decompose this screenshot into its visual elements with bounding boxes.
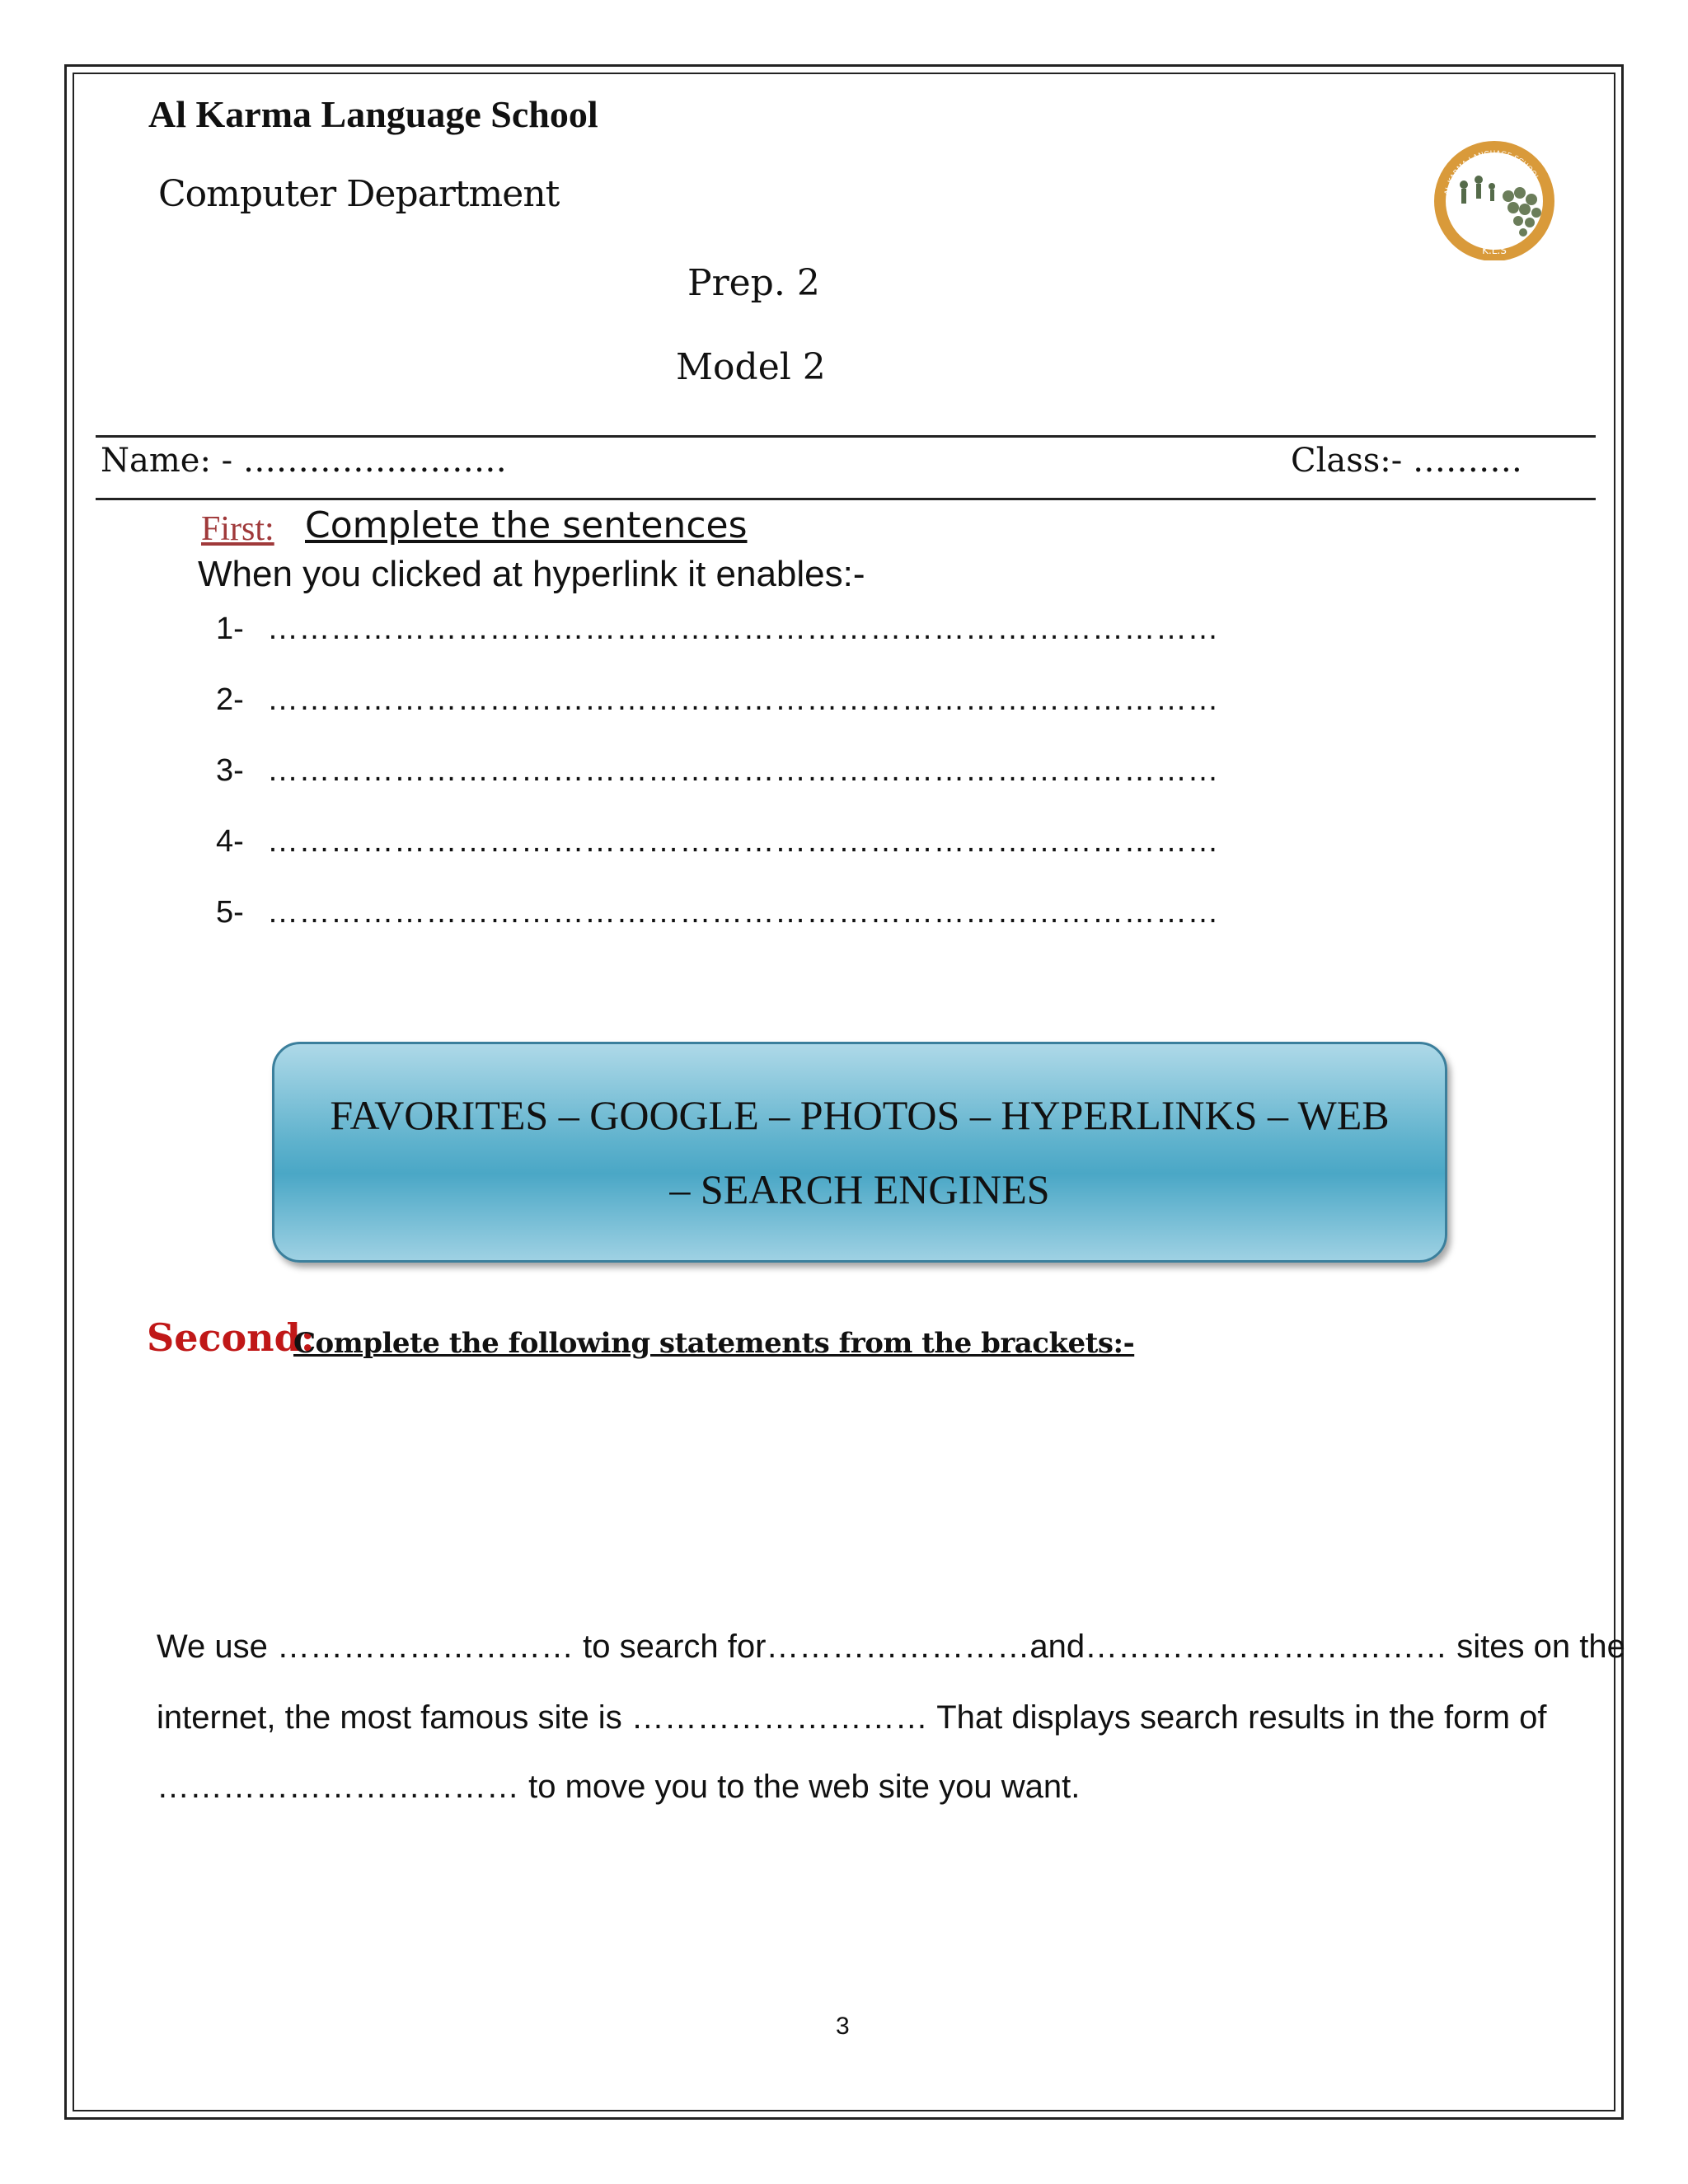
answer-list [216,612,1219,966]
header-divider-top [96,435,1596,438]
answer-blank: ……………………………………………………………………………… [267,753,1219,788]
logo-ring-text: AL KARMA LANGUAGE SCHOOL [1443,149,1540,196]
logo-initials: K.L.S [1482,245,1507,256]
second-section-title: Complete the following statements from the brackets:- [293,1327,1135,1360]
item-number: 3- [216,753,244,788]
answer-blank: ……………………………………………………………………………… [267,682,1219,717]
school-name: Al Karma Language School [148,93,598,135]
paragraph-line-3: …………………………… to move you to the web site you want. [157,1769,1081,1805]
list-item [216,753,1219,824]
paragraph-line-1: We use ……………………… to search for……………………and…………………………… sites on the [157,1629,1625,1665]
list-item [216,612,1219,682]
word-bank-line-1: FAVORITES – GOOGLE – PHOTOS – HYPERLINKS – WEB [330,1092,1390,1138]
paragraph-line-2: internet, the most famous site is ……………………… That displays search results in the form of [157,1699,1547,1736]
list-item [216,824,1219,895]
class-field-label: Class:- ………. [1291,442,1522,480]
answer-blank: ……………………………………………………………………………… [267,824,1219,859]
second-section-label: Second: [147,1315,315,1360]
department-name: Computer Department [158,173,560,215]
school-logo-icon [1416,137,1573,260]
header-divider-bottom [96,498,1596,500]
list-item [216,682,1219,753]
list-item [216,895,1219,966]
word-bank-line-2: – SEARCH ENGINES [669,1166,1050,1212]
first-section-title: Complete the sentences [305,504,748,546]
page-number: 3 [836,2013,850,2040]
item-number: 4- [216,824,244,859]
answer-blank: ……………………………………………………………………………… [267,612,1219,646]
item-number: 2- [216,682,244,717]
first-section-prompt: When you clicked at hyperlink it enables:- [198,554,865,594]
first-section-label: First: [201,510,274,548]
name-field-label: Name: - …………………… [101,442,507,480]
answer-blank: ……………………………………………………………………………… [267,895,1219,930]
item-number: 1- [216,612,244,646]
model-label: Model 2 [676,346,826,388]
word-bank-box [272,1042,1447,1263]
item-number: 5- [216,895,244,930]
grade-label: Prep. 2 [687,262,820,304]
